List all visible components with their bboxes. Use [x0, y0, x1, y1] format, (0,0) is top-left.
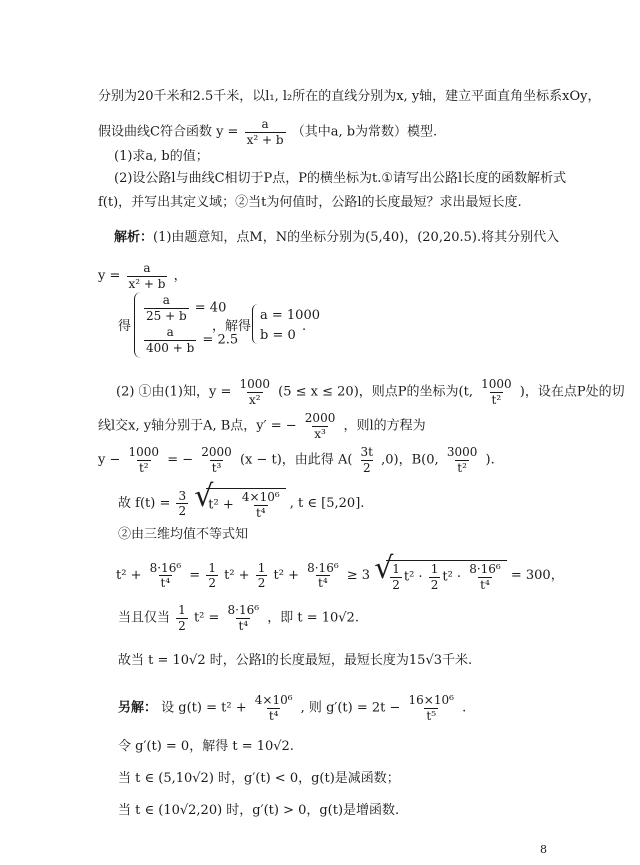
- text: 假设曲线C符合函数 y =: [98, 124, 239, 140]
- numerator: 3t: [360, 445, 374, 459]
- fraction: [245, 118, 286, 146]
- solution-row-2: b = 0: [260, 328, 296, 343]
- text: )，设在点P处的切: [519, 384, 625, 400]
- fraction: [256, 562, 268, 590]
- text: , 则 g′(t) = 2t −: [300, 700, 401, 716]
- solution-line-8: [116, 560, 564, 591]
- fraction: [467, 563, 503, 591]
- numerator: 8·16⁶: [307, 560, 339, 575]
- numerator: a: [166, 325, 174, 339]
- text: t² ·: [442, 569, 462, 585]
- numerator: 3000: [446, 445, 478, 459]
- numerator: 4×10⁶: [254, 693, 293, 707]
- solution-row-1: a = 1000: [260, 308, 320, 323]
- text: 故 f(t) =: [118, 496, 171, 512]
- numerator: 16×10⁶: [408, 693, 454, 707]
- fraction: [429, 563, 441, 591]
- numerator: 1: [430, 562, 439, 576]
- problem-line-5: f(t)，并写出其定义域；②当t为何值时，公路l的长度最短？求出最短长度.: [98, 195, 522, 210]
- denominator: x³: [314, 426, 326, 441]
- solution-line-6: [118, 488, 364, 519]
- numerator: 1: [208, 560, 216, 575]
- fraction: [237, 378, 272, 406]
- alt-solution-label: 另解：: [118, 700, 158, 716]
- denominator: 25 + b: [146, 308, 187, 323]
- fraction: [199, 446, 234, 474]
- numerator: 4×10⁶: [241, 490, 280, 504]
- numerator: 1000: [481, 377, 512, 391]
- system-row-1: [142, 294, 226, 322]
- square-root: [194, 488, 285, 519]
- denominator: t⁴: [268, 708, 279, 723]
- fraction: [148, 562, 184, 590]
- fraction: [359, 446, 375, 474]
- numerator: 2000: [304, 411, 336, 425]
- alt-solution-line-2: 令 g′(t) = 0，解得 t = 10√2.: [118, 739, 294, 754]
- denominator: 2: [392, 577, 400, 592]
- text: t² +: [116, 568, 142, 584]
- alt-solution-line-4: 当 t ∈ (10√2,20) 时，g′(t) > 0，g(t)是增函数.: [118, 803, 400, 818]
- denominator: t²: [457, 460, 467, 475]
- denominator: x² + b: [128, 276, 166, 291]
- text: = 40: [194, 300, 227, 316]
- text: t² =: [193, 610, 220, 626]
- text: (1)由题意知，点M，N的坐标分别为(5,40)，(20,20.5).将其分别代入: [153, 230, 560, 245]
- text: y =: [98, 268, 121, 284]
- text: = 2.5: [202, 332, 239, 348]
- system-prefix: 得: [118, 319, 132, 334]
- numerator: 1000: [239, 377, 271, 391]
- text: t² +: [273, 568, 299, 584]
- system-period: .: [302, 319, 307, 334]
- text: ，即 t = 10√2.: [267, 610, 359, 626]
- denominator: t³: [211, 460, 222, 475]
- text: ).: [485, 452, 495, 468]
- denominator: t⁵: [426, 708, 437, 723]
- numerator: 2000: [201, 445, 232, 459]
- text: ,0)，B(0,: [381, 452, 439, 468]
- text: 设 g(t) = t² +: [161, 700, 247, 716]
- numerator: a: [261, 117, 269, 131]
- solution-line-9: [118, 604, 359, 632]
- numerator: 1000: [128, 445, 160, 459]
- denominator: 2: [362, 460, 371, 475]
- text: t² +: [224, 568, 250, 584]
- left-brace-2: [252, 304, 258, 344]
- fraction: [127, 446, 162, 474]
- fraction: [240, 491, 282, 519]
- text: t² +: [208, 497, 234, 513]
- fraction: [390, 563, 402, 591]
- text: (x − t)，由此得 A(: [239, 452, 353, 468]
- problem-line-1: 分别为20千米和2.5千米，以l₁, l₂所在的直线分别为x, y轴，建立平面直角坐标系xOy，: [98, 89, 601, 104]
- fraction: [226, 604, 262, 632]
- denominator: 2: [257, 576, 266, 591]
- solution-line-4: [98, 412, 426, 440]
- numerator: √ 1: [392, 562, 400, 576]
- fraction: [206, 562, 218, 590]
- fraction: [479, 378, 514, 406]
- text: (5 ≤ x ≤ 20)，则点P的坐标为(t,: [278, 384, 473, 400]
- system-mid-text: ，解得: [212, 319, 252, 334]
- problem-line-3: (1)求a, b的值；: [114, 149, 209, 164]
- fraction: [303, 412, 338, 440]
- denominator: 2: [430, 577, 439, 592]
- text: = −: [167, 452, 194, 468]
- text: .: [462, 700, 467, 716]
- text: 线l交x, y轴分别于A, B点，y′ = −: [98, 418, 297, 434]
- denominator: t⁴: [318, 576, 328, 591]
- numerator: 1: [178, 603, 186, 617]
- fraction: [253, 694, 295, 722]
- numerator: a: [162, 293, 170, 307]
- fraction: [407, 694, 456, 722]
- denominator: 2: [178, 504, 187, 519]
- text: ≥ 3: [346, 568, 371, 584]
- text: ，: [173, 268, 187, 284]
- numerator: 8·16⁶: [469, 562, 501, 576]
- text: =: [189, 568, 201, 584]
- cube-root: [374, 560, 507, 591]
- radicand: [206, 488, 285, 519]
- solution-line-2: [98, 262, 187, 290]
- numerator: 1: [257, 560, 266, 575]
- solution-line-5: [98, 446, 495, 474]
- fraction: [305, 562, 341, 590]
- text: y −: [98, 452, 121, 468]
- solution-label: 解析：: [114, 230, 154, 245]
- radicand: [386, 560, 507, 591]
- numerator: 8·16⁶: [227, 603, 260, 617]
- text: t² ·: [403, 569, 423, 585]
- fraction: [127, 262, 168, 290]
- text: = 300，: [510, 568, 564, 584]
- denominator: t⁴: [255, 505, 266, 520]
- alt-solution-line-3: 当 t ∈ (5,10√2) 时，g′(t) < 0，g(t)是减函数；: [118, 771, 400, 786]
- denominator: 2: [178, 618, 186, 633]
- text: （其中a, b为常数）模型.: [291, 124, 438, 140]
- fraction: [144, 294, 189, 322]
- solution-line-3: [116, 378, 625, 406]
- text: ，则l的方程为: [343, 418, 426, 434]
- denominator: x²: [248, 392, 261, 407]
- problem-line-4: (2)设公路l与曲线C相切于P点，P的横坐标为t.①请写出公路l长度的函数解析式: [114, 171, 567, 186]
- alt-solution-line-1: [118, 694, 466, 722]
- denominator: t⁴: [480, 577, 490, 592]
- denominator: t²: [138, 460, 149, 475]
- fraction: [144, 326, 196, 354]
- solution-line-10: 故当 t = 10√2 时，公路l的长度最短，最短长度为15√3千米.: [118, 653, 473, 668]
- solution-line-7: ②由三维均值不等式知: [118, 527, 249, 542]
- fraction: [176, 490, 188, 518]
- text: (2) ①由(1)知，y =: [116, 384, 232, 400]
- left-brace: [134, 292, 141, 358]
- denominator: t⁴: [238, 618, 249, 633]
- numerator: a: [143, 261, 151, 275]
- numerator: 3: [178, 488, 187, 503]
- fraction: [176, 604, 188, 632]
- fraction: [445, 446, 480, 474]
- text: , t ∈ [5,20].: [289, 496, 365, 512]
- denominator: 2: [208, 576, 216, 591]
- numerator: 8·16⁶: [149, 560, 182, 575]
- denominator: x² + b: [246, 132, 284, 147]
- denominator: t⁴: [160, 576, 171, 591]
- denominator: t²: [491, 392, 502, 407]
- problem-line-2: [98, 118, 437, 146]
- denominator: 400 + b: [146, 340, 195, 355]
- solution-line-1: [114, 231, 559, 244]
- text: 当且仅当: [118, 610, 171, 626]
- page-number: 8: [540, 843, 547, 856]
